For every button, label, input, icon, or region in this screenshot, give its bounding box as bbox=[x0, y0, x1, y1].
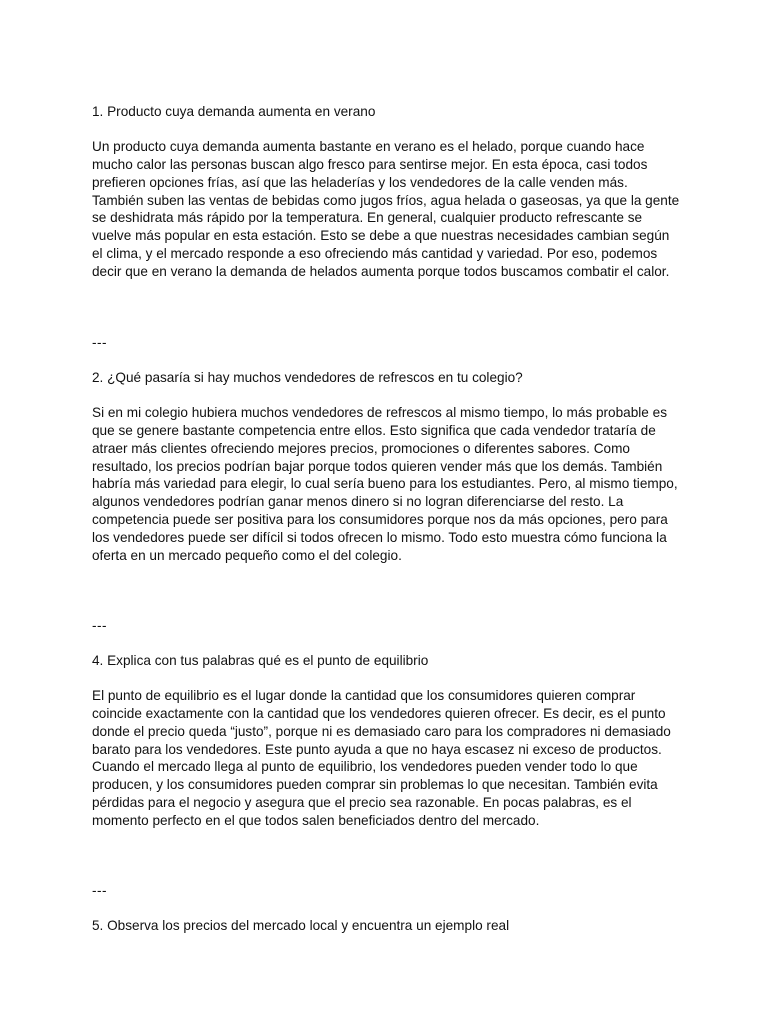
section-5-heading: 5. Observa los precios del mercado local y encuentra un ejemplo real bbox=[92, 918, 510, 933]
section-4-body: El punto de equilibrio es el lugar donde la cantidad que los consumidores quieren comprar coincide exactamente con la cantidad que los vendedores quieren ofrecer. Es decir, es el punto donde el precio queda “justo”, porque ni es demasiado caro para los compradores ni demasiado barato para los vendedores. Este punto ayuda a que no haya escasez ni exceso de productos. Cuando el mercado llega al punto de equilibrio, los vendedores pueden vender todo lo que producen, y los consumidores pueden comprar sin problemas lo que necesitan. También evita pérdidas para el negocio y asegura que el precio sea razonable. En pocas palabras, es el momento perfecto en el que todos salen beneficiados dentro del mercado. bbox=[92, 688, 671, 828]
section-2-body: Si en mi colegio hubiera muchos vendedores de refrescos al mismo tiempo, lo más probable es que se genere bastante competencia entre ellos. Esto significa que cada vendedor trataría de atraer más clientes ofreciendo mejores precios, promociones o diferentes sabores. Como resultado, los precios podrían bajar porque todos quieren vender más que los demás. También habría más variedad para elegir, lo cual sería bueno para los estudiantes. Pero, al mismo tiempo, algunos vendedores podrían ganar menos dinero si no logran diferenciarse del resto. La competencia puede ser positiva para los consumidores porque nos da más opciones, pero para los vendedores puede ser difícil si todos ofrecen lo mismo. Todo esto muestra cómo funciona la oferta en un mercado pequeño como el del colegio. bbox=[92, 405, 678, 563]
section-separator-3: --- bbox=[92, 883, 108, 898]
section-separator-1: --- bbox=[92, 335, 108, 350]
section-1-heading: 1. Producto cuya demanda aumenta en verano bbox=[92, 104, 376, 119]
section-4-heading: 4. Explica con tus palabras qué es el punto de equilibrio bbox=[92, 653, 429, 668]
section-separator-2: --- bbox=[92, 618, 108, 633]
section-2-heading: 2. ¿Qué pasaría si hay muchos vendedores de refrescos en tu colegio? bbox=[92, 370, 523, 385]
section-1-body: Un producto cuya demanda aumenta bastante en verano es el helado, porque cuando hace mucho calor las personas buscan algo fresco para sentirse mejor. En esta época, casi todos prefieren opciones frías, así que las heladerías y los vendedores de la calle venden más. También suben las ventas de bebidas como jugos fríos, agua helada o gaseosas, ya que la gente se deshidrata más rápido por la temperatura. En general, cualquier producto refrescante se vuelve más popular en esta estación. Esto se debe a que nuestras necesidades cambian según el clima, y el mercado responde a eso ofreciendo más cantidad y variedad. Por eso, podemos decir que en verano la demanda de helados aumenta porque todos buscamos combatir el calor. bbox=[92, 139, 680, 279]
